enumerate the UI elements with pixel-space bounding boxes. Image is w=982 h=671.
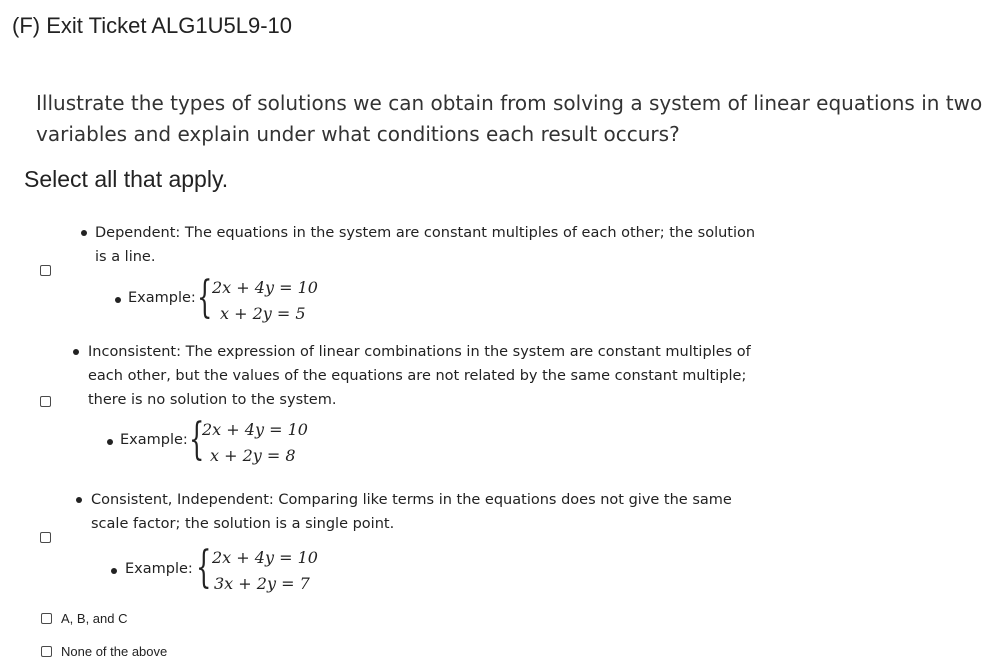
bullet-icon — [81, 230, 87, 236]
option-a-eq1: 2x + 4y = 10 — [212, 278, 318, 297]
option-a-text: Dependent: The equations in the system are constant multiples of each other; the solution is a line. — [95, 225, 756, 265]
option-c-eq2: 3x + 2y = 7 — [214, 574, 310, 593]
option-a-example-label: Example: — [128, 290, 196, 306]
page-title: (F) Exit Ticket ALG1U5L9-10 — [12, 13, 292, 38]
select-instruction: Select all that apply. — [24, 166, 229, 192]
brace-icon: { — [189, 414, 205, 465]
option-e-label: None of the above — [61, 644, 168, 659]
option-e-checkbox[interactable] — [41, 646, 52, 657]
option-a-checkbox[interactable] — [40, 265, 51, 276]
option-a-eq2: x + 2y = 5 — [220, 304, 306, 323]
option-b-eq2: x + 2y = 8 — [210, 446, 296, 465]
question-line-2: variables and explain under what conditions each result occurs? — [36, 122, 680, 146]
brace-icon: { — [197, 272, 213, 323]
option-b-eq1: 2x + 4y = 10 — [202, 420, 308, 439]
option-b-checkbox[interactable] — [40, 396, 51, 407]
bullet-icon — [111, 568, 117, 574]
option-b-text: Inconsistent: The expression of linear combinations in the system are constant multiples of each other, but the values of the equations are not related by the same constant multiple; there is no solution to the system. — [88, 344, 751, 408]
bullet-icon — [73, 349, 79, 355]
option-d-checkbox[interactable] — [41, 613, 52, 624]
option-c-eq1: 2x + 4y = 10 — [212, 548, 318, 567]
question-line-1: Illustrate the types of solutions we can obtain from solving a system of linear equations in two — [36, 91, 982, 115]
option-d-label: A, B, and C — [61, 611, 128, 626]
brace-icon: { — [196, 542, 212, 593]
bullet-icon — [115, 297, 121, 303]
bullet-icon — [76, 497, 82, 503]
option-c-example-label: Example: — [125, 561, 193, 577]
option-b-example-label: Example: — [120, 432, 188, 448]
bullet-icon — [107, 439, 113, 445]
question-text — [36, 88, 982, 150]
option-c-checkbox[interactable] — [40, 532, 51, 543]
option-c-text: Consistent, Independent: Comparing like terms in the equations does not give the same scale factor; the solution is a single point. — [91, 492, 732, 532]
